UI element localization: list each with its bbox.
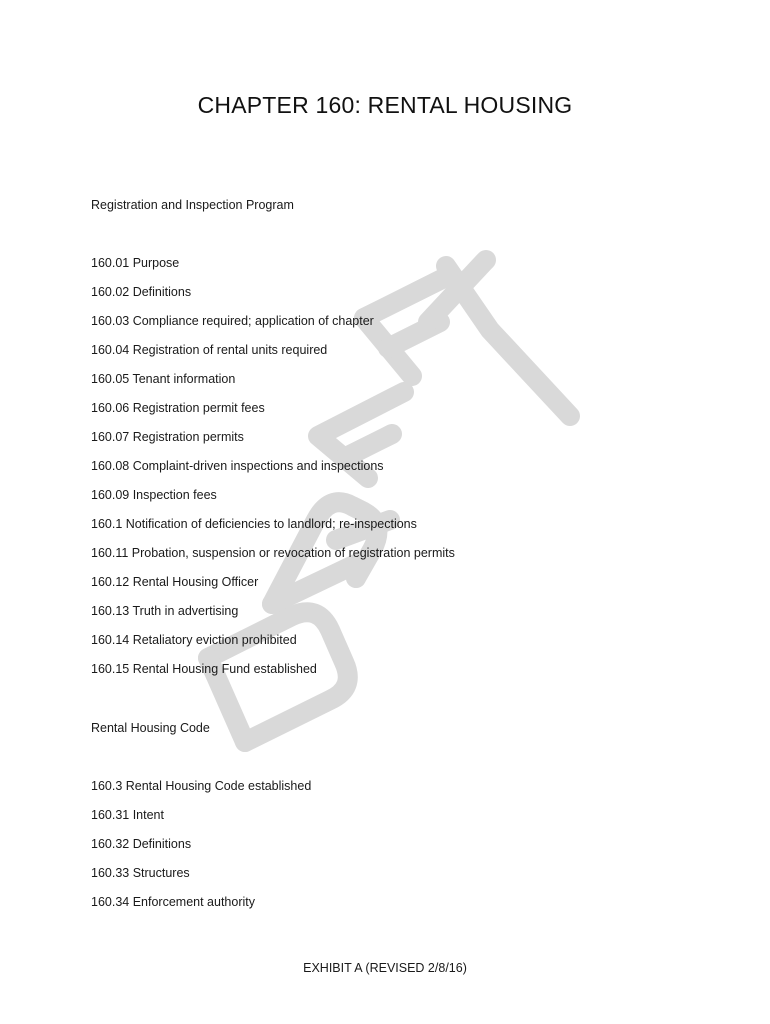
list-item: 160.14 Retaliatory eviction prohibited [91, 633, 297, 647]
section-heading-code: Rental Housing Code [91, 721, 210, 735]
watermark-letter-f [364, 276, 448, 376]
list-item: 160.34 Enforcement authority [91, 895, 255, 909]
list-item: 160.08 Complaint-driven inspections and inspections [91, 459, 384, 473]
list-item: 160.05 Tenant information [91, 372, 236, 386]
list-item: 160.12 Rental Housing Officer [91, 575, 259, 589]
page-title: CHAPTER 160: RENTAL HOUSING [197, 92, 573, 118]
list-item: 160.02 Definitions [91, 285, 192, 299]
list-item: 160.1 Notification of deficiencies to landlord; re-inspections [91, 517, 417, 531]
list-item: 160.01 Purpose [91, 256, 180, 270]
list-item: 160.15 Rental Housing Fund established [91, 662, 317, 676]
list-item: 160.09 Inspection fees [91, 488, 217, 502]
list-item: 160.03 Compliance required; application of chapter [91, 314, 374, 328]
list-item: 160.3 Rental Housing Code established [91, 779, 312, 793]
watermark-letter-t [428, 260, 570, 416]
list-item: 160.31 Intent [91, 808, 164, 822]
list-item: 160.13 Truth in advertising [91, 604, 239, 618]
list-item: 160.06 Registration permit fees [91, 401, 265, 415]
list-item: 160.07 Registration permits [91, 430, 244, 444]
list-item: 160.33 Structures [91, 866, 190, 880]
list-item: 160.11 Probation, suspension or revocation of registration permits [91, 546, 455, 560]
page-footer: EXHIBIT A (REVISED 2/8/16) [303, 961, 467, 975]
list-item: 160.32 Definitions [91, 837, 192, 851]
list-item: 160.04 Registration of rental units required [91, 343, 328, 357]
section-heading-registration: Registration and Inspection Program [91, 198, 294, 212]
